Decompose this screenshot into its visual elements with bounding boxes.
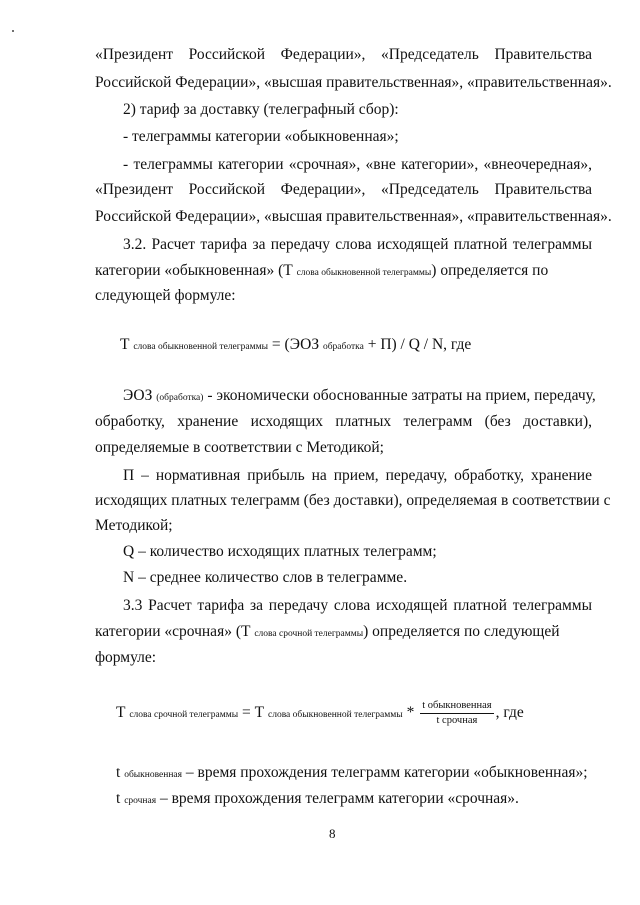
fraction-numerator: t обыкновенная: [420, 699, 493, 714]
text-line: 2) тариф за доставку (телеграфный сбор):: [123, 101, 399, 118]
text-line: Q – количество исходящих платных телеграмм;: [123, 543, 437, 560]
formula-symbol: Т: [116, 704, 126, 722]
subscript: слова обыкновенной телеграммы: [296, 268, 432, 278]
subscript: обработка: [322, 342, 364, 352]
page-number: 8: [329, 826, 336, 841]
text-segment: категории «обыкновенная» (Т: [95, 262, 293, 279]
text-segment: ) определяется по: [431, 262, 549, 279]
subscript: слова обыкновенной телеграммы: [267, 710, 403, 721]
text-line: [95, 622, 592, 644]
formula-urgent: [116, 699, 524, 728]
text-line: исходящих платных телеграмм (без доставки), определяемая в соответствии с: [95, 492, 611, 509]
formula-symbol: Т: [120, 336, 130, 353]
formula-part: = (ЭОЗ: [271, 336, 320, 353]
text-line: N – среднее количество слов в телеграмме.: [123, 569, 408, 586]
text-line: [95, 261, 592, 283]
text-segment: категории «срочная» (Т: [95, 623, 251, 640]
text-line: обработку, хранение исходящих платных телеграмм (без доставки),: [95, 413, 592, 430]
text-segment: ЭОЗ: [123, 387, 153, 404]
subscript: слова срочной телеграммы: [254, 629, 364, 639]
text-line: [116, 789, 519, 811]
text-segment: t: [116, 790, 121, 807]
multiply-sign: *: [406, 704, 415, 722]
subscript: (обработка): [156, 393, 204, 403]
text-segment: ) определяется по следующей: [363, 623, 560, 640]
text-segment: – время прохождения телеграмм категории «обыкновенная»;: [185, 764, 588, 781]
text-line: - телеграммы категории «срочная», «вне категории», «внеочередная»,: [123, 156, 592, 173]
text-line: [123, 386, 596, 408]
formula-part: + П) / Q / N, где: [367, 336, 472, 353]
formula-part: , где: [495, 704, 524, 722]
text-line: Методикой;: [95, 517, 173, 534]
text-line: «Президент Российской Федерации», «Председатель Правительства: [95, 46, 592, 63]
subscript: срочная: [124, 796, 157, 806]
text-line: П – нормативная прибыль на прием, передачу, обработку, хранение: [123, 467, 592, 484]
text-line: [116, 763, 588, 785]
fraction-denominator: t срочная: [436, 715, 478, 726]
formula-part: = Т: [242, 704, 265, 722]
text-line: формуле:: [95, 649, 157, 666]
text-line: 3.3 Расчет тарифа за передачу слова исходящей платной телеграммы: [123, 597, 592, 614]
formula-ordinary: [120, 336, 471, 354]
text-line: определяемые в соответствии с Методикой;: [95, 439, 384, 456]
subscript: слова обыкновенной телеграммы: [133, 342, 269, 352]
text-segment: - экономически обоснованные затраты на прием, передачу,: [207, 387, 596, 404]
text-line: - телеграммы категории «обыкновенная»;: [123, 128, 399, 145]
text-line: «Президент Российской Федерации», «Председатель Правительства: [95, 181, 592, 198]
text-segment: – время прохождения телеграмм категории «срочная».: [159, 790, 519, 807]
fraction: [420, 699, 493, 728]
subscript: слова срочной телеграммы: [129, 710, 239, 721]
subscript: обыкновенная: [124, 770, 183, 780]
scan-speck: [12, 30, 14, 32]
text-line: 3.2. Расчет тарифа за передачу слова исходящей платной телеграммы: [123, 236, 592, 253]
text-line: следующей формуле:: [95, 287, 236, 304]
text-segment: t: [116, 764, 121, 781]
text-line: Российской Федерации», «высшая правительственная», «правительственная».: [95, 74, 612, 91]
text-line: Российской Федерации», «высшая правительственная», «правительственная».: [95, 208, 612, 225]
